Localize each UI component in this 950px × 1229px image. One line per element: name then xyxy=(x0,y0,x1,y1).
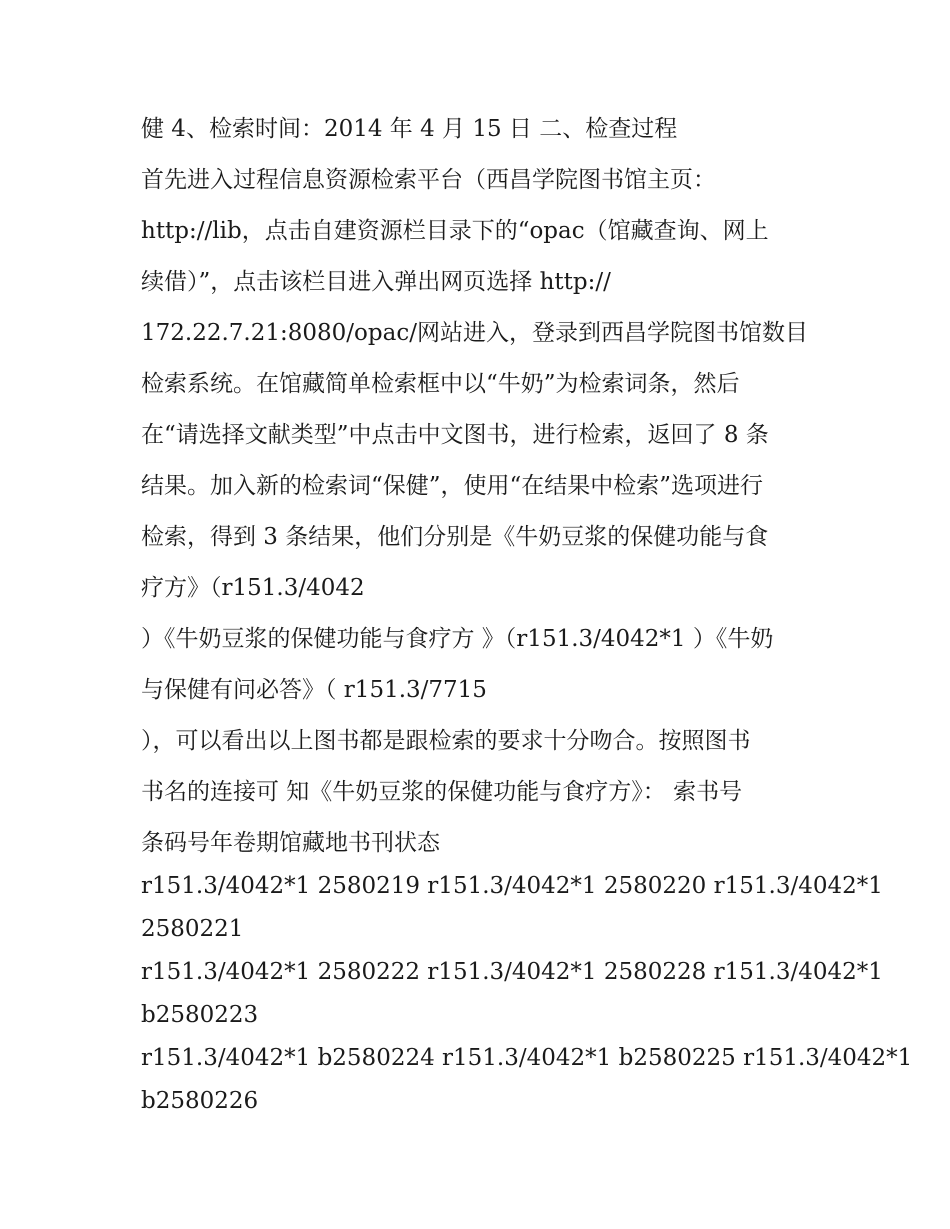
text-line-17: 2580221 xyxy=(141,916,244,942)
text-line-11: ）《牛奶豆浆的保健功能与食疗方 》（r151.3/4042*1 ）《牛奶 xyxy=(141,626,774,652)
text-line-15: 条码号年卷期馆藏地书刊状态 xyxy=(141,830,440,856)
text-line-21: b2580226 xyxy=(141,1088,259,1114)
text-line-2: 首先进入过程信息资源检索平台（西昌学院图书馆主页： xyxy=(141,167,716,193)
text-line-20: r151.3/4042*1 b2580224 r151.3/4042*1 b2580225 r151.3/4042*1 xyxy=(141,1045,913,1071)
text-line-6: 检索系统。在馆藏简单检索框中以“牛奶”为检索词条，然后 xyxy=(141,371,740,397)
text-line-1: 健 4、检索时间：2014 年 4 月 15 日 二、检查过程 xyxy=(141,116,678,142)
text-line-8: 结果。加入新的检索词“保健”，使用“在结果中检索”选项进行 xyxy=(141,473,764,499)
text-line-19: b2580223 xyxy=(141,1002,259,1028)
text-line-9: 检索，得到 3 条结果，他们分别是《牛奶豆浆的保健功能与食 xyxy=(141,524,769,550)
text-line-14: 书名的连接可 知《牛奶豆浆的保健功能与食疗方》： 索书号 xyxy=(141,779,743,805)
text-line-12: 与保健有问必答》（ r151.3/7715 xyxy=(141,677,487,703)
text-line-13: ），可以看出以上图书都是跟检索的要求十分吻合。按照图书 xyxy=(141,728,751,754)
text-line-3: http://lib，点击自建资源栏目录下的“opac（馆藏查询、网上 xyxy=(141,218,769,244)
text-line-16: r151.3/4042*1 2580219 r151.3/4042*1 2580220 r151.3/4042*1 xyxy=(141,873,883,899)
text-line-5: 172.22.7.21:8080/opac/网站进入，登录到西昌学院图书馆数目 xyxy=(141,320,808,346)
text-line-7: 在“请选择文献类型”中点击中文图书，进行检索，返回了 8 条 xyxy=(141,422,769,448)
document-body xyxy=(141,108,913,1123)
text-line-10: 疗方》（r151.3/4042 xyxy=(141,575,365,601)
text-line-4: 续借）”，点击该栏目进入弹出网页选择 http:// xyxy=(141,269,611,295)
text-line-18: r151.3/4042*1 2580222 r151.3/4042*1 2580228 r151.3/4042*1 xyxy=(141,959,883,985)
